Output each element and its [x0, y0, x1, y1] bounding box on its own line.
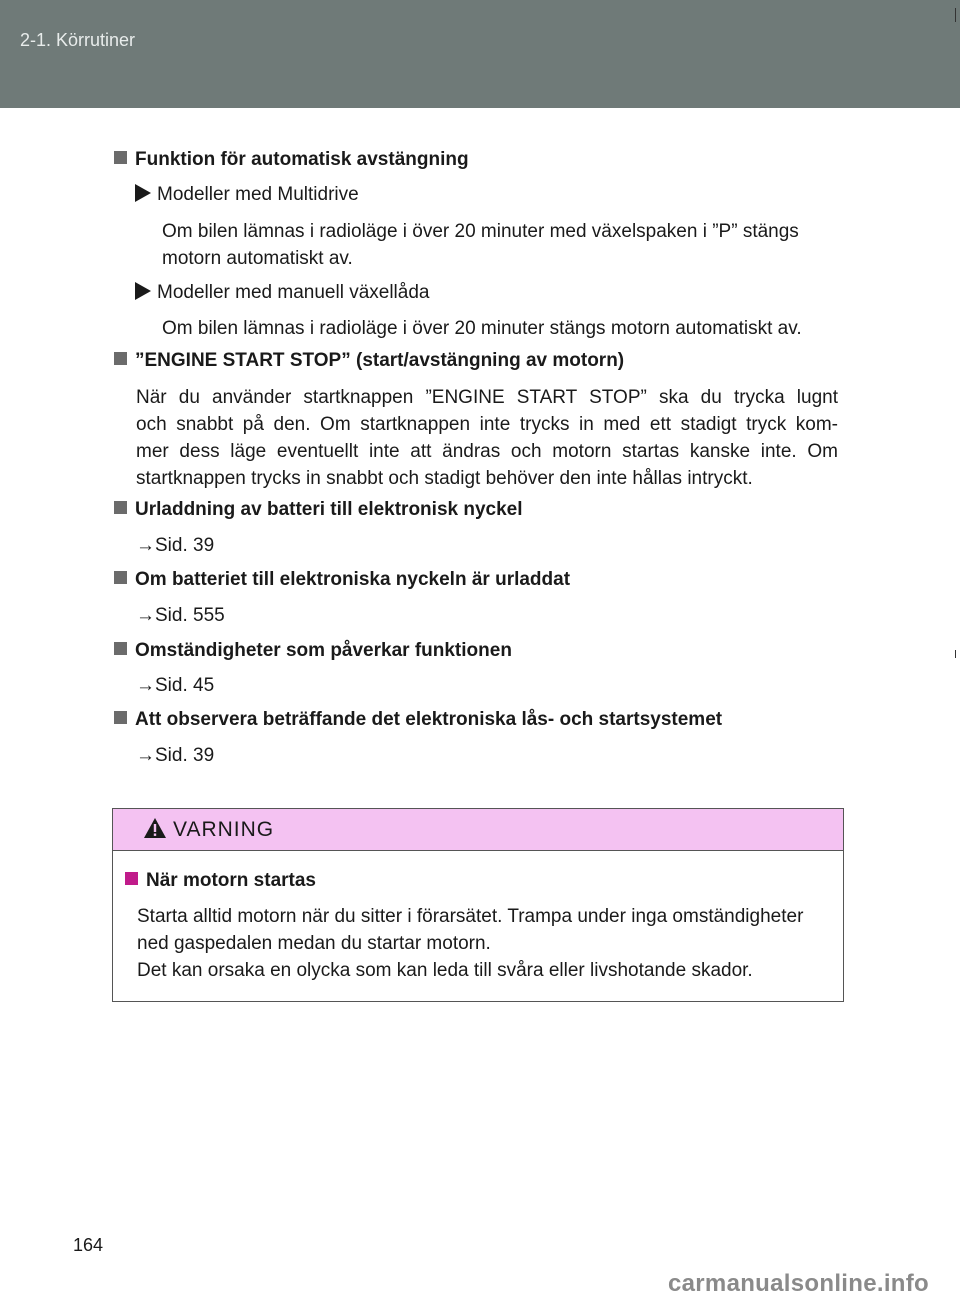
- heading-text: Urladdning av batteri till elektronisk nyckel: [135, 499, 523, 520]
- text-line: startknappen trycks in snabbt och stadigt behöver den inte hållas intryckt.: [136, 468, 753, 489]
- paragraph-engine-start-stop: [136, 384, 838, 492]
- page-header: [0, 0, 960, 108]
- heading-text: Omständigheter som påverkar funktionen: [135, 640, 512, 661]
- warning-triangle-icon: [143, 817, 167, 839]
- crop-mark-top: [955, 8, 956, 22]
- warning-title: VARNING: [173, 818, 275, 841]
- warning-heading: [125, 870, 316, 892]
- heading-text: Att observera beträffande det elektroniska lås- och startsystemet: [135, 709, 723, 730]
- section-heading-lock-start-system: [114, 709, 722, 731]
- bullet-square-icon: [114, 151, 127, 164]
- bullet-square-icon: [114, 711, 127, 724]
- section-heading-battery-discharge: [114, 499, 523, 521]
- text-line: Det kan orsaka en olycka som kan leda till svåra eller livshotande skador.: [137, 960, 753, 981]
- text-line: Starta alltid motorn när du sitter i förarsätet. Trampa under inga omständigheter: [137, 906, 804, 927]
- text-line: När du använder startknappen ”ENGINE START STOP” ska du trycka lugnt: [136, 387, 838, 408]
- text-line: motorn automatiskt av.: [162, 248, 353, 269]
- text-line: mer dess läge eventuellt inte att ändras och motorn startas kanske inte. Om: [136, 441, 838, 462]
- page-reference-link[interactable]: →Sid. 39: [136, 745, 215, 766]
- section-heading-auto-off: [114, 149, 469, 171]
- warning-box: [112, 808, 844, 1002]
- warning-header: [113, 809, 843, 851]
- triangle-right-icon: [135, 282, 151, 300]
- triangle-right-icon: [135, 184, 151, 202]
- crop-mark-mid: [955, 650, 956, 658]
- text-line: Om bilen lämnas i radioläge i över 20 minuter stängs motorn automatiskt av.: [162, 318, 802, 339]
- heading-text: Funktion för automatisk avstängning: [135, 149, 469, 170]
- subheading-text: Modeller med manuell växellåda: [157, 282, 430, 303]
- subheading-multidrive: [135, 184, 359, 206]
- warning-paragraph: [137, 903, 837, 984]
- text-line: Om bilen lämnas i radioläge i över 20 minuter med växelspaken i ”P” stängs: [162, 221, 799, 242]
- section-heading-circumstances: [114, 640, 512, 662]
- bullet-square-icon: [114, 501, 127, 514]
- page-number: 164: [73, 1235, 104, 1255]
- subheading-text: Modeller med Multidrive: [157, 184, 359, 205]
- bullet-square-icon: [125, 872, 138, 885]
- page-reference-link[interactable]: →Sid. 45: [136, 675, 215, 696]
- section-heading-engine-start-stop: [114, 350, 624, 372]
- heading-text: ”ENGINE START STOP” (start/avstängning av motorn): [135, 350, 625, 371]
- text-line: och snabbt på den. Om startknappen inte trycks in med ett stadigt tryck kom-: [136, 414, 838, 435]
- bullet-square-icon: [114, 352, 127, 365]
- paragraph-multidrive: [162, 218, 842, 272]
- bullet-square-icon: [114, 571, 127, 584]
- watermark: carmanualsonline.info: [668, 1270, 930, 1297]
- page-reference-link[interactable]: →Sid. 39: [136, 535, 215, 556]
- section-heading-key-battery-empty: [114, 569, 570, 591]
- page-reference-link[interactable]: →Sid. 555: [136, 605, 225, 626]
- text-line: ned gaspedalen medan du startar motorn.: [137, 933, 491, 954]
- heading-text: Om batteriet till elektroniska nyckeln är urladdat: [135, 569, 571, 590]
- paragraph-manual: [162, 315, 842, 342]
- subheading-manual: [135, 282, 429, 304]
- heading-text: När motorn startas: [146, 870, 316, 891]
- bullet-square-icon: [114, 642, 127, 655]
- breadcrumb: 2-1. Körrutiner: [20, 30, 136, 50]
